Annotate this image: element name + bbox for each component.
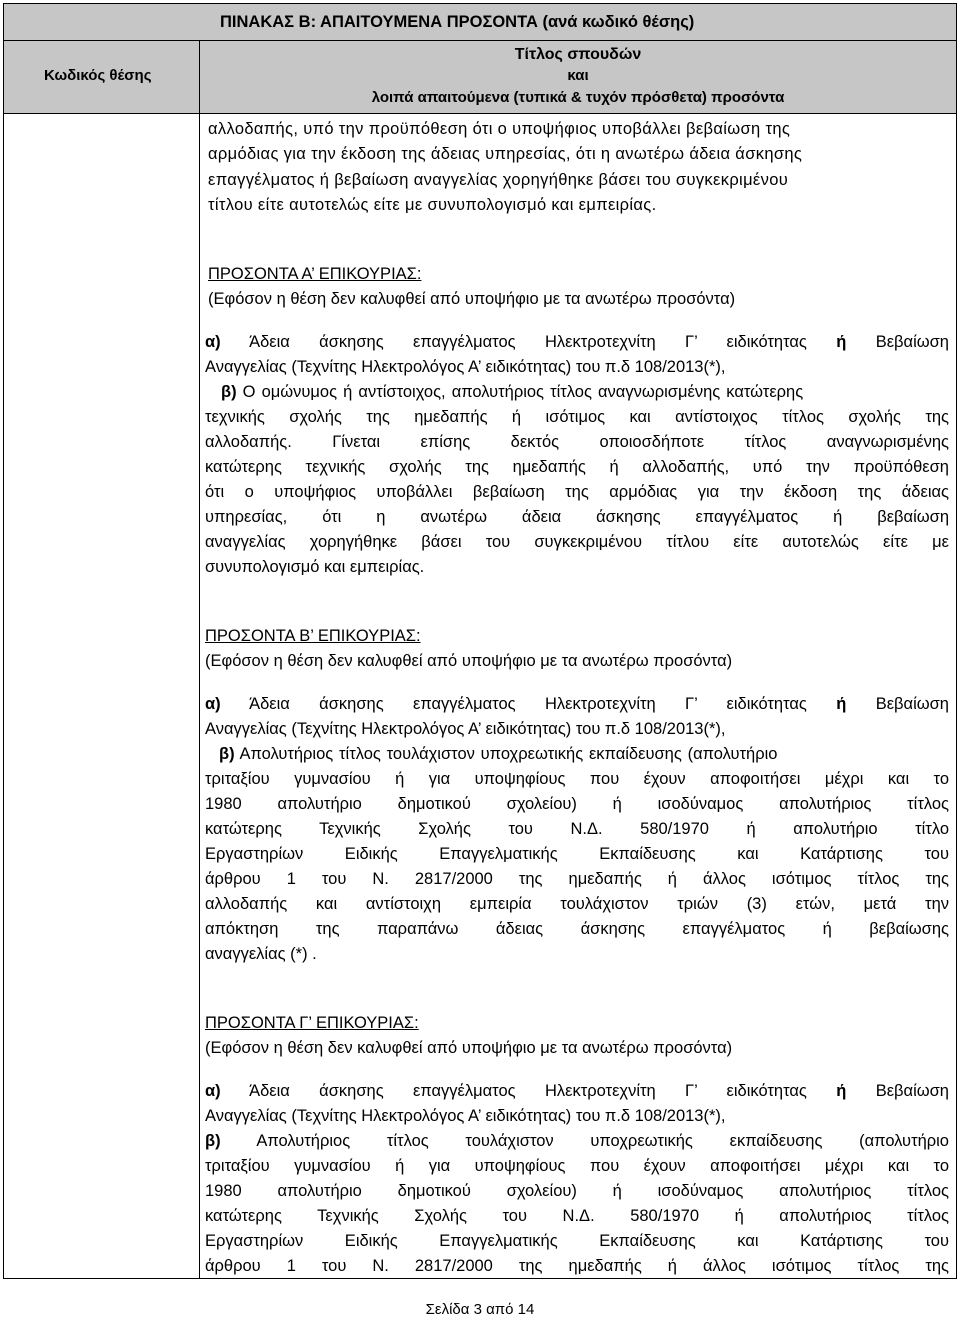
section-b-line: τριταξίου γυμνασίου ή για υποψηφίους που έχουν αποφοιτήσει μέχρι και το <box>205 770 949 788</box>
item-or: ή <box>836 333 847 351</box>
section-a-item-a-line1 <box>205 331 949 353</box>
section-c-item-b-line1 <box>205 1130 949 1152</box>
section-c-line: κατώτερης Τεχνικής Σχολής του Ν.Δ. 580/1970 ή απολυτήριος τίτλος <box>205 1207 949 1225</box>
section-b-item-a-line1 <box>205 693 949 715</box>
item-label: α) <box>205 1082 221 1100</box>
section-c-item-a-line1 <box>205 1080 949 1102</box>
item-label: α) <box>205 333 221 351</box>
item-text: Απολυτήριος τίτλος τουλάχιστον υποχρεωτικής εκπαίδευσης (απολυτήριο <box>256 1132 949 1150</box>
intro-line: επαγγέλματος ή βεβαίωση αναγγελίας χορηγήθηκε βάσει του συγκεκριμένου <box>208 171 789 189</box>
item-label: β) <box>221 383 237 401</box>
item-text: Άδεια άσκησης επαγγέλματος Ηλεκτροτεχνίτη Γ’ ειδικότητας <box>249 695 807 713</box>
section-c-line: 1980 απολυτήριο δημοτικού σχολείου) ή ισοδύναμος απολυτήριος τίτλος <box>205 1182 949 1200</box>
section-heading-text: ΠΡΟΣΟΝΤΑ Β’ ΕΠΙΚΟΥΡΙΑΣ: <box>205 627 421 645</box>
section-b-line: 1980 απολυτήριο δημοτικού σχολείου) ή ισοδύναμος απολυτήριος τίτλος <box>205 795 949 813</box>
section-b-note: (Εφόσον η θέση δεν καλυφθεί από υποψήφιο με τα ανωτέρω προσόντα) <box>205 652 733 670</box>
section-c-line: άρθρου 1 του Ν. 2817/2000 της ημεδαπής ή άλλος ισότιμος τίτλος της <box>205 1257 949 1275</box>
section-a-line: συνυπολογισμό και εμπειρίας. <box>205 558 425 576</box>
item-label: β) <box>219 745 235 763</box>
item-text: Βεβαίωση <box>875 1082 949 1100</box>
column-header-code: Κωδικός θέσης <box>44 67 152 84</box>
item-or: ή <box>836 1082 847 1100</box>
item-text: Απολυτήριος τίτλος τουλάχιστον υποχρεωτικής εκπαίδευσης (απολυτήριο <box>239 745 778 763</box>
section-a-line: ότι ο υποψήφιος υποβάλλει βεβαίωση της αρμόδιας για την έκδοση της άδειας <box>205 483 949 501</box>
table-banner <box>4 4 956 41</box>
section-a-item-b-line1 <box>221 381 949 403</box>
section-a-line: κατώτερης τεχνικής σχολής της ημεδαπής ή αλλοδαπής, υπό την προϋπόθεση <box>205 458 949 476</box>
item-text: Ο ομώνυμος ή αντίστοιχος, απολυτήριος τίτλος αναγνωρισμένης κατώτερης <box>242 383 804 401</box>
column-header-title-line2: και <box>567 67 589 84</box>
item-or: ή <box>836 695 847 713</box>
section-a-item-a-line2: Αναγγελίας (Τεχνίτης Ηλεκτρολόγος Α’ ειδικότητας) του π.δ 108/2013(*), <box>205 358 726 376</box>
section-b-item-a-line2: Αναγγελίας (Τεχνίτης Ηλεκτρολόγος Α’ ειδικότητας) του π.δ 108/2013(*), <box>205 720 726 738</box>
page-footer: Σελίδα 3 από 14 <box>425 1301 535 1318</box>
column-header-title-line1: Τίτλος σπουδών <box>514 46 642 63</box>
section-b-line: άρθρου 1 του Ν. 2817/2000 της ημεδαπής ή άλλος ισότιμος τίτλος της <box>205 870 949 888</box>
section-c-note: (Εφόσον η θέση δεν καλυφθεί από υποψήφιο με τα ανωτέρω προσόντα) <box>205 1039 733 1057</box>
section-b-line: αλλοδαπής και αντίστοιχη εμπειρία τουλάχιστον τριών (3) ετών, μετά την <box>205 895 949 913</box>
section-a-heading <box>208 263 952 285</box>
intro-line: αρμόδιας για την έκδοση της άδειας υπηρεσίας, ότι η ανωτέρω άδεια άσκησης <box>208 145 803 163</box>
section-c-line: τριταξίου γυμνασίου ή για υποψηφίους που έχουν αποφοιτήσει μέχρι και το <box>205 1157 949 1175</box>
column-header-title-line3: λοιπά απαιτούμενα (τυπικά & τυχόν πρόσθετα) προσόντα <box>371 89 785 106</box>
section-b-line: κατώτερης Τεχνικής Σχολής του Ν.Δ. 580/1970 ή απολυτήριο τίτλο <box>205 820 949 838</box>
section-a-line: υπηρεσίας, ότι η ανωτέρω άδεια άσκησης επαγγέλματος ή βεβαίωση <box>205 508 949 526</box>
item-text: Άδεια άσκησης επαγγέλματος Ηλεκτροτεχνίτη Γ’ ειδικότητας <box>249 1082 807 1100</box>
table-header-row <box>4 41 956 114</box>
intro-line: αλλοδαπής, υπό την προϋπόθεση ότι ο υποψήφιος υποβάλλει βεβαίωση της <box>208 120 791 138</box>
item-label: β) <box>205 1132 221 1150</box>
section-heading-text: ΠΡΟΣΟΝΤΑ Γ’ ΕΠΙΚΟΥΡΙΑΣ: <box>205 1014 419 1032</box>
item-text: Βεβαίωση <box>875 695 949 713</box>
intro-line: τίτλου είτε αυτοτελώς είτε με συνυπολογισμό και εμπειρίας. <box>208 196 657 214</box>
section-c-item-a-line2: Αναγγελίας (Τεχνίτης Ηλεκτρολόγος Α’ ειδικότητας) του π.δ 108/2013(*), <box>205 1107 726 1125</box>
section-a-note: (Εφόσον η θέση δεν καλυφθεί από υποψήφιο με τα ανωτέρω προσόντα) <box>208 290 736 308</box>
section-a-line: αλλοδαπής. Γίνεται επίσης δεκτός οποιοσδήποτε τίτλος αναγνωρισμένης <box>205 433 949 451</box>
section-heading-text: ΠΡΟΣΟΝΤΑ Α’ ΕΠΙΚΟΥΡΙΑΣ: <box>208 265 422 283</box>
section-c-heading <box>205 1012 949 1034</box>
section-b-heading <box>205 625 949 647</box>
section-b-item-b-line1 <box>219 743 949 765</box>
item-label: α) <box>205 695 221 713</box>
section-b-line: Εργαστηρίων Ειδικής Επαγγελματικής Εκπαίδευσης και Κατάρτισης του <box>205 845 949 863</box>
column-divider <box>199 41 200 1278</box>
section-a-line: τεχνικής σχολής της ημεδαπής ή ισότιμος και αντίστοιχος τίτλος σχολής της <box>205 408 949 426</box>
section-a-line: αναγγελίας χορηγήθηκε βάσει του συγκεκριμένου τίτλου είτε αυτοτελώς είτε με <box>205 533 949 551</box>
item-text: Βεβαίωση <box>875 333 949 351</box>
section-c-line: Εργαστηρίων Ειδικής Επαγγελματικής Εκπαίδευσης και Κατάρτισης του <box>205 1232 949 1250</box>
section-b-line: αναγγελίας (*) . <box>205 945 317 963</box>
item-text: Άδεια άσκησης επαγγέλματος Ηλεκτροτεχνίτη Γ’ ειδικότητας <box>249 333 807 351</box>
banner-title: ΠΙΝΑΚΑΣ Β: ΑΠΑΙΤΟΥΜΕΝΑ ΠΡΟΣΟΝΤΑ (ανά κωδικό θέσης) <box>220 13 695 31</box>
section-b-line: απόκτηση της παραπάνω άδειας άσκησης επαγγέλματος ή βεβαίωσης <box>205 920 949 938</box>
